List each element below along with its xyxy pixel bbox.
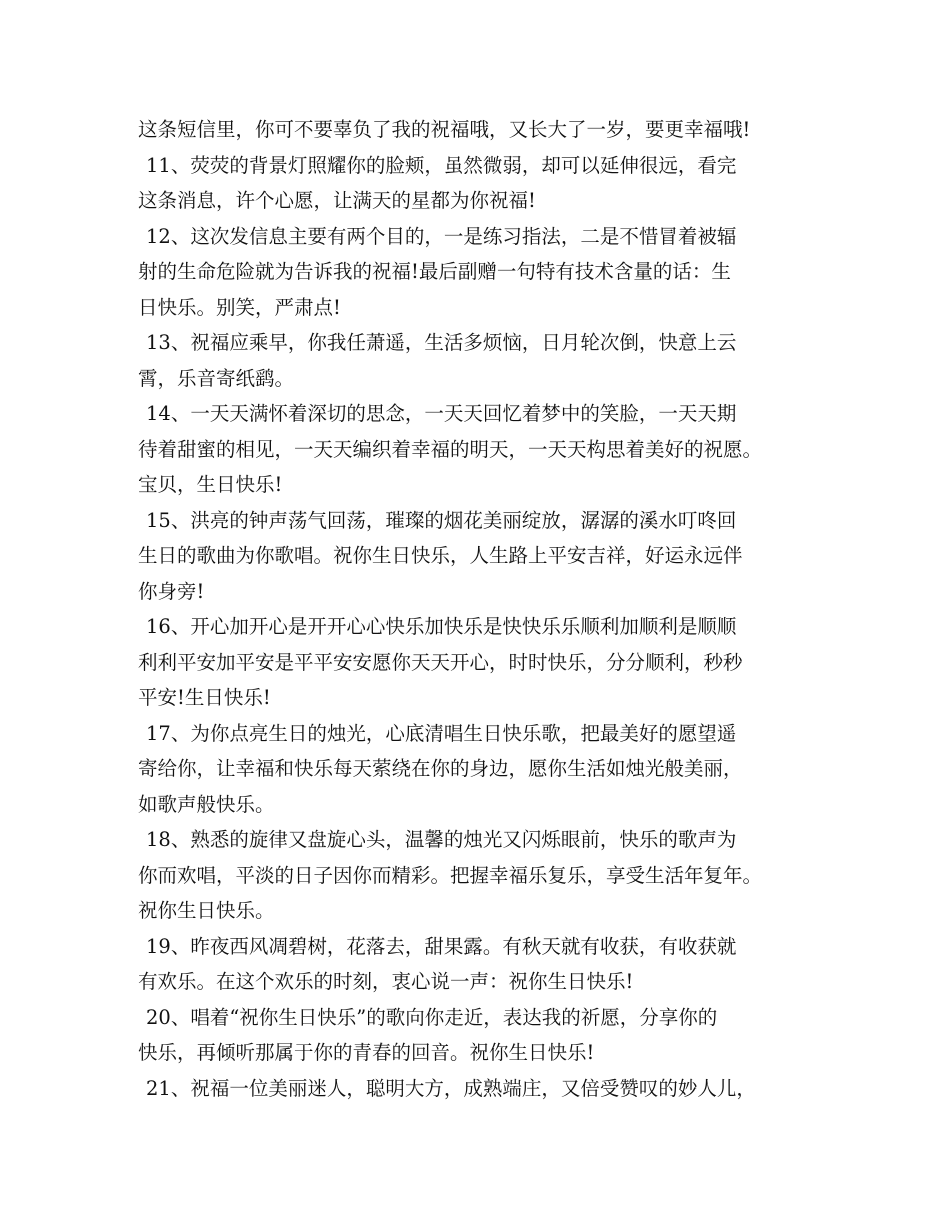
text-line: 平安!生日快乐! xyxy=(138,686,271,709)
text-line: 19、昨夜西风凋碧树，花落去，甜果露。有秋天就有收获，有收获就 xyxy=(146,934,737,958)
text-line: 17、为你点亮生日的烛光，心底清唱生日快乐歌，把最美好的愿望遥 xyxy=(146,721,737,745)
text-line: 21、祝福一位美丽迷人，聪明大方，成熟端庄，又倍受赞叹的妙人儿， xyxy=(146,1076,756,1100)
text-line: 祝你生日快乐。 xyxy=(138,899,275,922)
text-line: 寄给你，让幸福和快乐每天萦绕在你的身边，愿你生活如烛光般美丽， xyxy=(138,757,743,780)
text-line: 这条短信里，你可不要辜负了我的祝福哦，又长大了一岁，要更幸福哦! xyxy=(138,118,751,141)
text-line: 生日的歌曲为你歌唱。祝你生日快乐，人生路上平安吉祥，好运永远伴 xyxy=(138,544,743,567)
text-line: 待着甜蜜的相见，一天天编织着幸福的明天，一天天构思着美好的祝愿。 xyxy=(138,437,763,461)
text-line: 日快乐。别笑，严肃点! xyxy=(138,295,341,319)
text-line: 12、这次发信息主要有两个目的，一是练习指法，二是不惜冒着被辐 xyxy=(146,224,737,248)
text-line: 你身旁! xyxy=(138,579,205,603)
text-line: 快乐，再倾听那属于你的青春的回音。祝你生日快乐! xyxy=(138,1041,595,1064)
text-line: 这条消息，许个心愿，让满天的星都为你祝福! xyxy=(138,189,536,212)
text-line: 利利平安加平安是平平安安愿你天天开心，时时快乐，分分顺利，秒秒 xyxy=(138,650,743,674)
text-line: 16、开心加开心是开开心心快乐加快乐是快快乐乐顺利加顺利是顺顺 xyxy=(146,615,737,638)
text-line: 15、洪亮的钟声荡气回荡，璀璨的烟花美丽绽放，潺潺的溪水叮咚回 xyxy=(146,508,737,532)
text-line: 13、祝福应乘早，你我任萧遥，生活多烦恼，日月轮次倒，快意上云 xyxy=(146,331,737,354)
text-line: 霄，乐音寄纸鹞。 xyxy=(138,366,295,390)
text-line: 11、荧荧的背景灯照耀你的脸颊，虽然微弱，却可以延伸很远，看完 xyxy=(146,153,737,177)
text-line: 14、一天天满怀着深切的思念，一天天回忆着梦中的笑脸，一天天期 xyxy=(146,402,737,425)
document-body xyxy=(138,112,838,1106)
text-line: 18、熟悉的旋律又盘旋心头，温馨的烛光又闪烁眼前，快乐的歌声为 xyxy=(146,828,737,851)
text-line: 宝贝，生日快乐! xyxy=(138,473,283,496)
text-line: 射的生命危险就为告诉我的祝福!最后副赠一句特有技术含量的话：生 xyxy=(138,260,731,283)
text-line: 有欢乐。在这个欢乐的时刻，衷心说一声：祝你生日快乐! xyxy=(138,970,634,993)
text-line: 20、唱着“祝你生日快乐”的歌向你走近，表达我的祈愿，分享你的 xyxy=(146,1005,718,1029)
text-line: 你而欢唱，平淡的日子因你而精彩。把握幸福乐复乐，享受生活年复年。 xyxy=(138,863,763,887)
text-line: 如歌声般快乐。 xyxy=(138,792,275,816)
